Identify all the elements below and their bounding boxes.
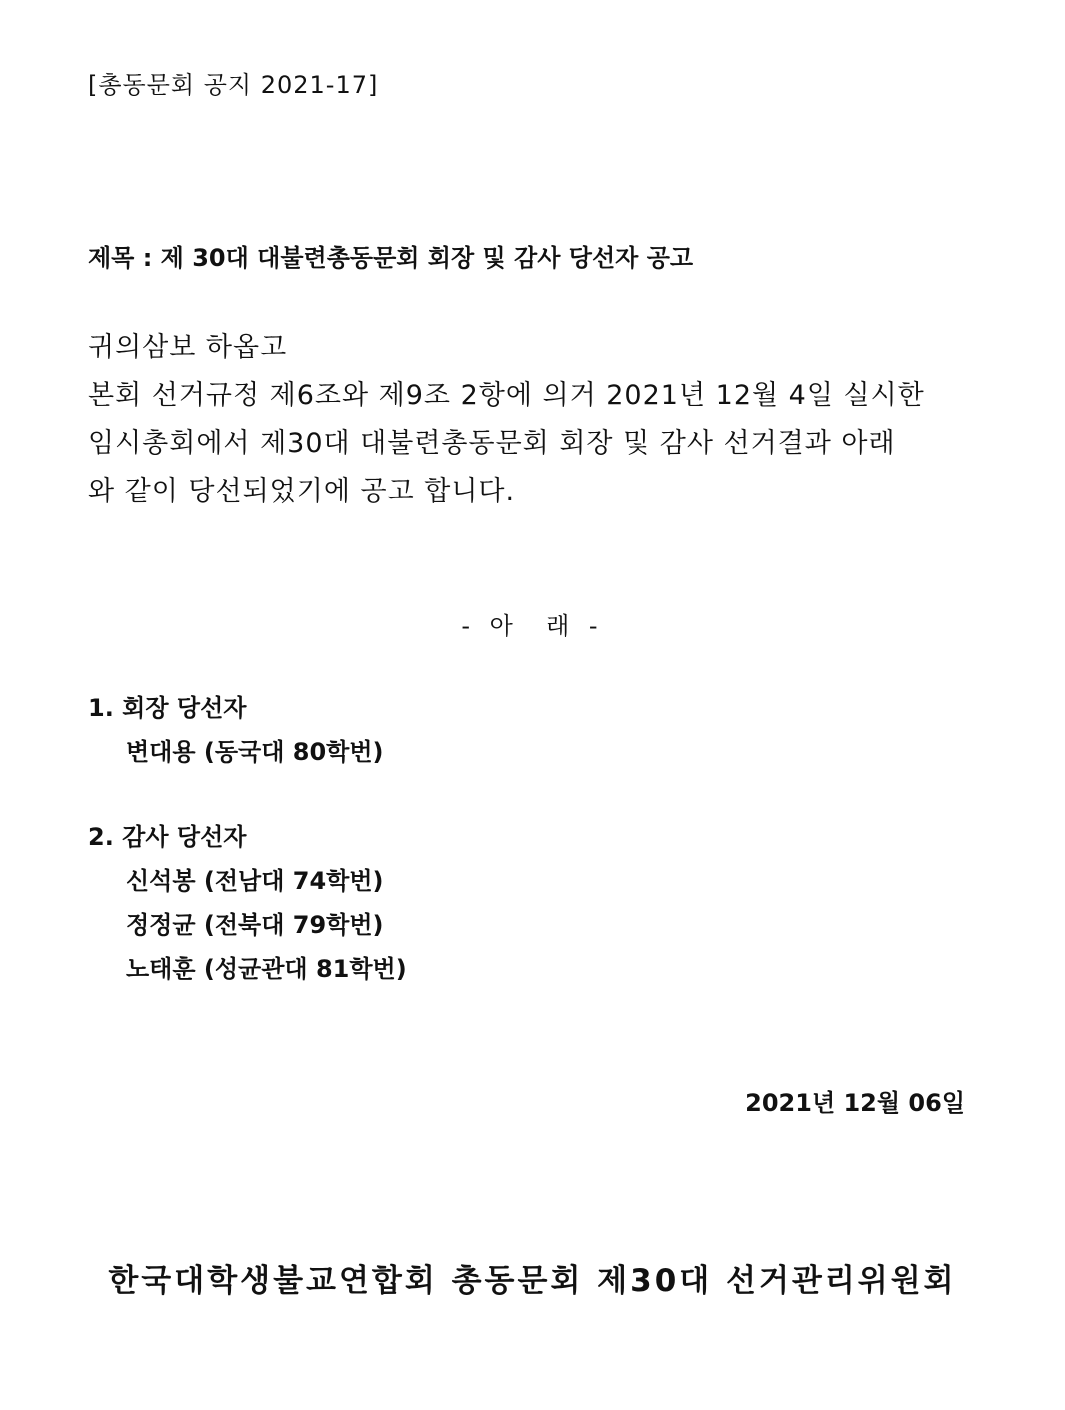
notice-number: [총동문회 공지 2021-17]	[88, 71, 379, 99]
body-line-2: 임시총회에서 제30대 대불련총동문회 회장 및 감사 선거결과 아래	[88, 428, 896, 459]
body-line-1: 본회 선거규정 제6조와 제9조 2항에 의거 2021년 12월 4일 실시한	[88, 380, 925, 411]
body-line-3: 와 같이 당선되었기에 공고 합니다.	[88, 476, 516, 507]
below-heading: - 아 래 -	[461, 612, 604, 640]
president-elect-name: 변대용 (동국대 80학번)	[126, 738, 384, 766]
issuer-name: 한국대학생불교연합회 총동문회 제30대 선거관리위원회	[108, 1263, 957, 1299]
notice-subject: 제목 : 제 30대 대불련총동문회 회장 및 감사 당선자 공고	[88, 244, 694, 272]
auditor-elect-name-1: 신석봉 (전남대 74학번)	[126, 867, 384, 895]
auditor-elect-name-3: 노태훈 (성균관대 81학번)	[126, 955, 407, 983]
auditor-elect-name-2: 정정균 (전북대 79학번)	[126, 911, 384, 939]
notice-date: 2021년 12월 06일	[745, 1089, 965, 1117]
greeting: 귀의삼보 하옵고	[88, 332, 288, 363]
section-auditor-title: 2. 감사 당선자	[88, 823, 247, 851]
section-president-title: 1. 회장 당선자	[88, 694, 247, 722]
